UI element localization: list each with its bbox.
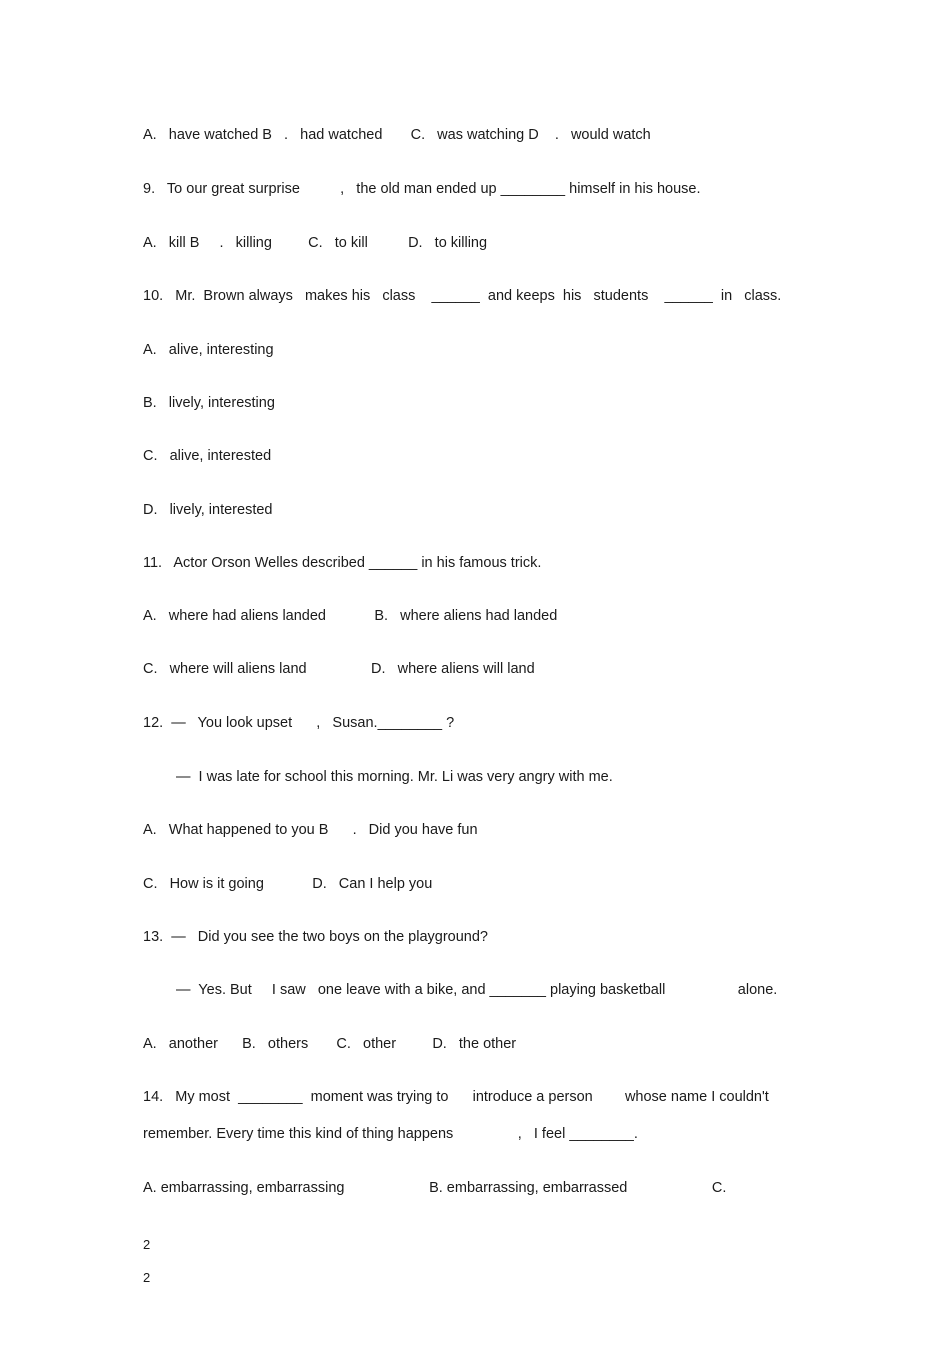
question-13: 13. — Did you see the two boys on the playground? [143,929,488,945]
question-options-line: A. have watched B . had watched C. was watching D . would watch [143,127,651,143]
question-11-options-ab: A. where had aliens landed B. where aliens had landed [143,608,558,624]
question-11-options-cd: C. where will aliens land D. where aliens will land [143,661,535,677]
question-14: 14. My most ________ moment was trying to introduce a person whose name I couldn't [143,1089,769,1105]
question-9-options: A. kill B . killing C. to kill D. to killing [143,235,488,251]
page-number: 2 [143,1237,151,1252]
question-9: 9. To our great surprise , the old man ended up ________ himself in his house. [143,181,701,197]
question-10-option-d: D. lively, interested [143,502,273,518]
question-13-reply: — Yes. But I saw one leave with a bike, and _______ playing basketball alone. [176,982,778,998]
question-11: 11. Actor Orson Welles described ______ in his famous trick. [143,555,542,571]
page-number: 2 [143,1270,151,1285]
question-12: 12. — You look upset , Susan.________ ? [143,715,455,731]
question-10: 10. Mr. Brown always makes his class ______ and keeps his students ______ in class. [143,288,782,304]
question-10-option-a: A. alive, interesting [143,342,274,358]
question-10-option-b: B. lively, interesting [143,395,275,411]
question-12-options-ab: A. What happened to you B . Did you have fun [143,822,478,838]
question-12-reply: — I was late for school this morning. Mr. Li was very angry with me. [176,769,613,785]
question-13-options: A. another B. others C. other D. the other [143,1036,517,1052]
question-12-options-cd: C. How is it going D. Can I help you [143,876,433,892]
question-14-options: A. embarrassing, embarrassing B. embarrassing, embarrassed C. [143,1180,727,1196]
question-10-option-c: C. alive, interested [143,448,272,464]
question-14-continued: remember. Every time this kind of thing happens , I feel ________. [143,1126,638,1142]
